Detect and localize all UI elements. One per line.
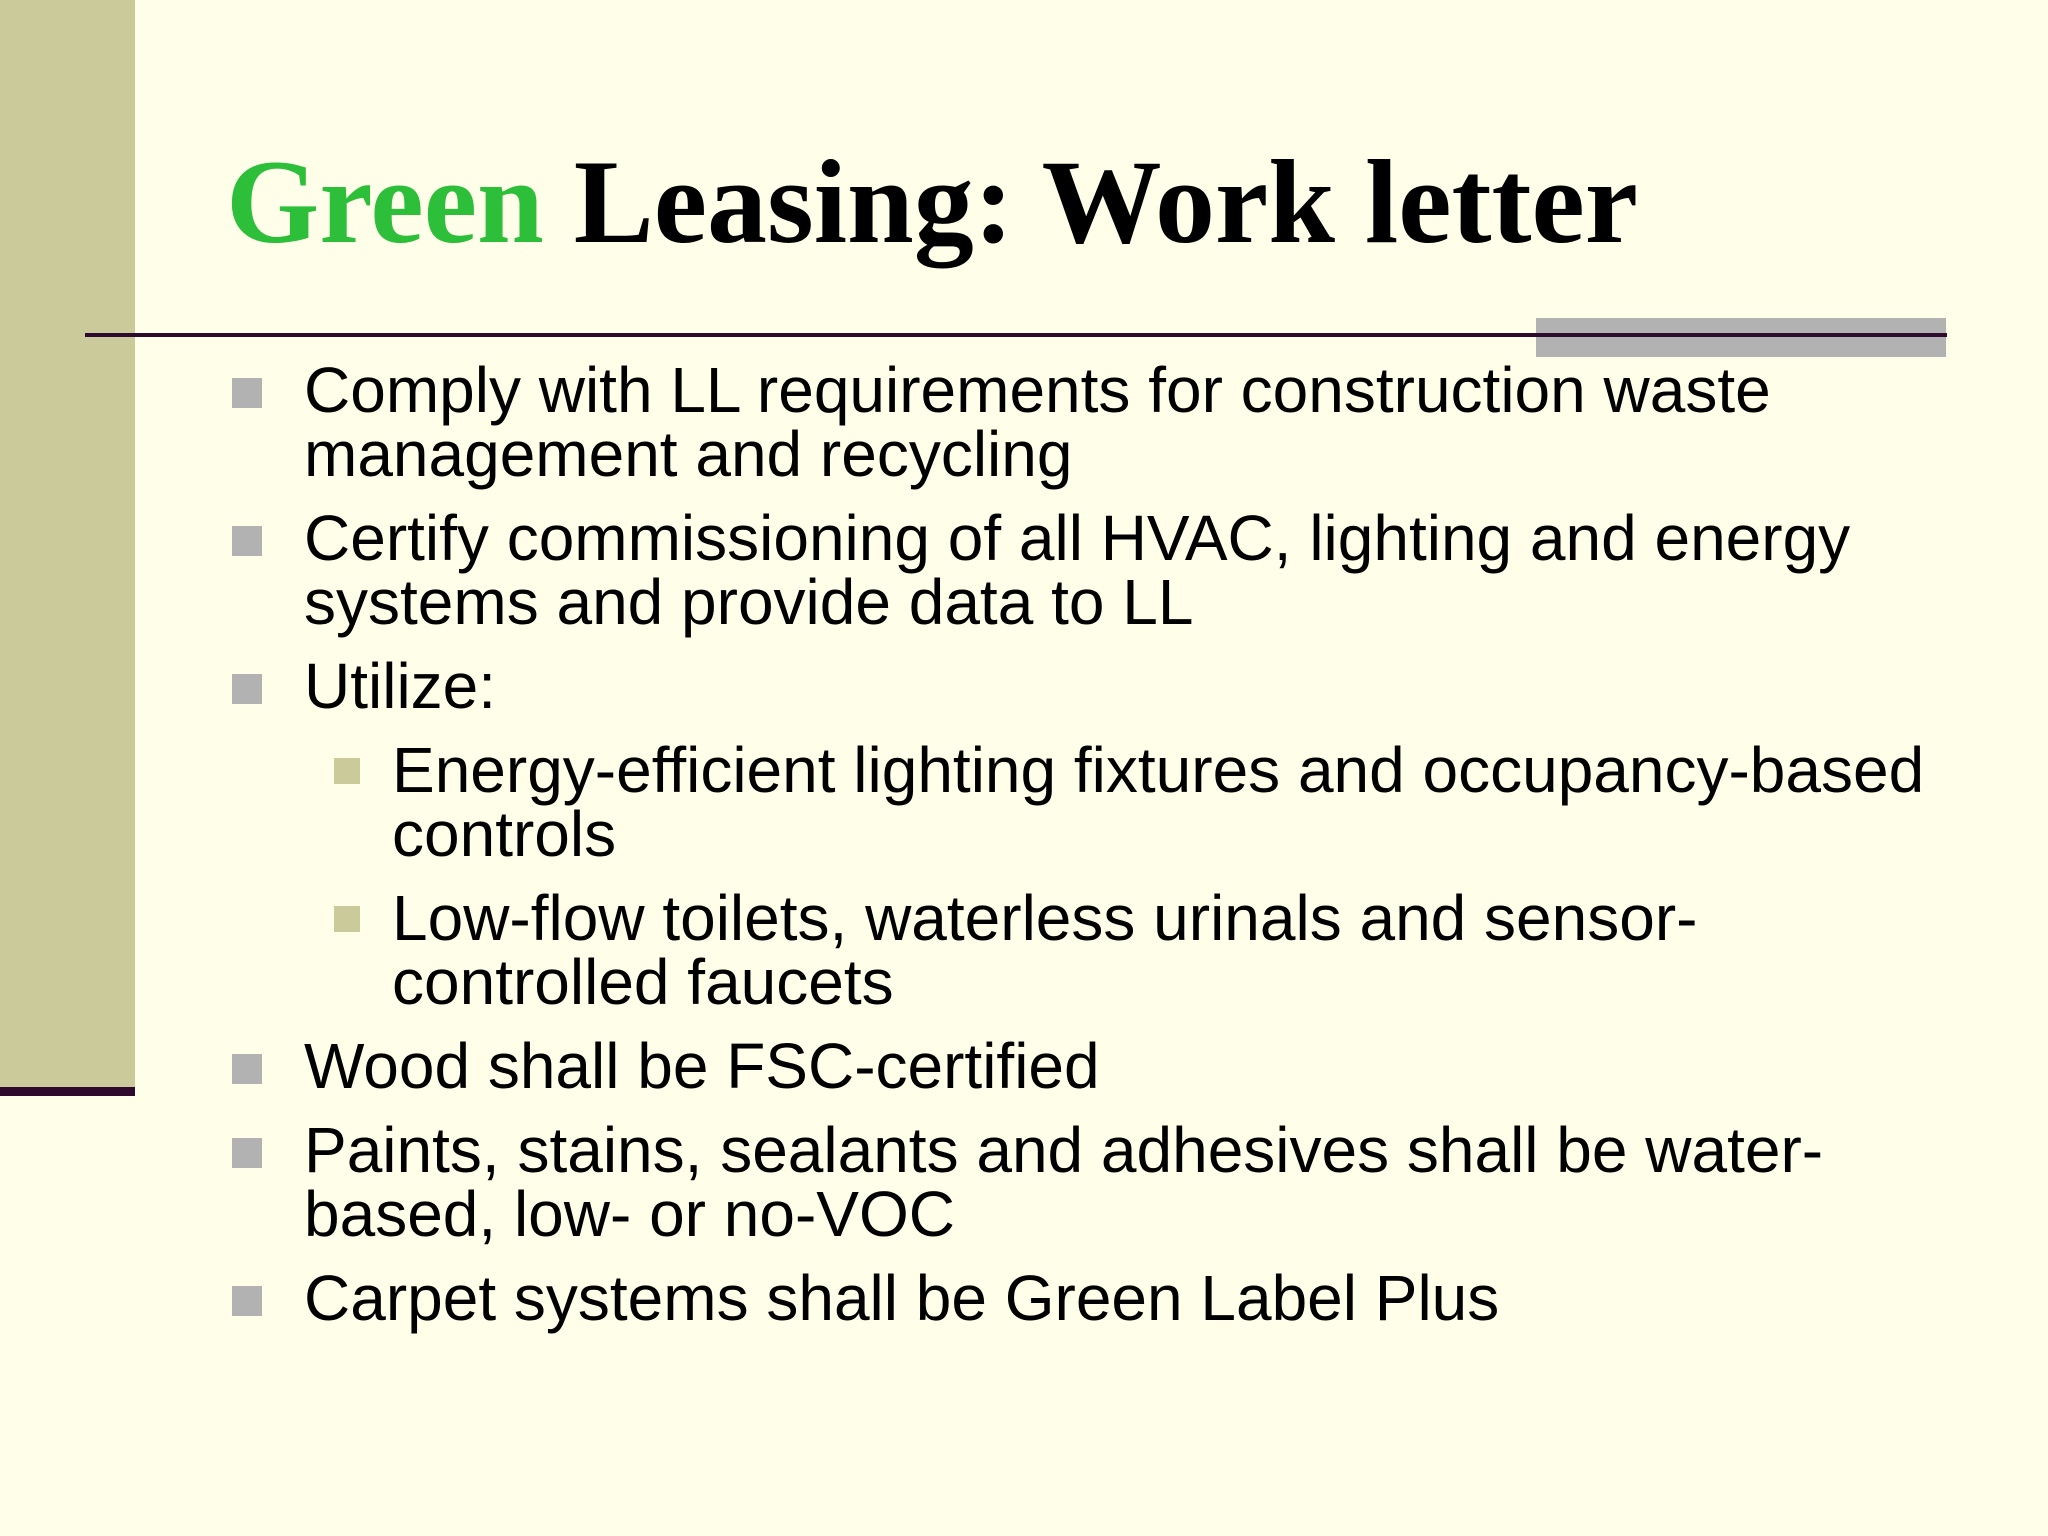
bullet-item (226, 354, 1966, 490)
square-bullet-icon (232, 1054, 262, 1084)
sub-bullet-item (226, 882, 1966, 1018)
sub-bullet-item (226, 734, 1966, 870)
square-bullet-icon (232, 1286, 262, 1316)
slide-title (226, 132, 1638, 272)
bullet-item (226, 650, 1966, 722)
bullet-text: Wood shall be FSC-certified (304, 1030, 1100, 1102)
bullet-item (226, 1262, 1966, 1334)
title-divider-block-line (1536, 333, 1946, 337)
left-bar-underline (0, 1087, 135, 1096)
bullet-text: Certify commissioning of all HVAC, lighting and energy systems and provide data to LL (304, 502, 1851, 638)
bullet-text: Carpet systems shall be Green Label Plus (304, 1262, 1500, 1334)
square-bullet-icon (232, 674, 262, 704)
square-sub-bullet-icon (334, 906, 360, 932)
square-bullet-icon (232, 378, 262, 408)
bullet-text: Paints, stains, sealants and adhesives shall be water-based, low- or no-VOC (304, 1114, 1824, 1250)
bullet-item (226, 1030, 1966, 1102)
bullet-list (226, 354, 1966, 1350)
bullet-item (226, 1114, 1966, 1250)
square-sub-bullet-icon (334, 758, 360, 784)
title-divider-block (1536, 318, 1946, 357)
title-accent-word: Green (226, 135, 544, 268)
title-rest: Leasing: Work letter (543, 135, 1638, 268)
sub-bullet-text: Low-flow toilets, waterless urinals and sensor-controlled faucets (392, 882, 1698, 1018)
sub-bullet-text: Energy-efficient lighting fixtures and occupancy-based controls (392, 734, 1925, 870)
bullet-text: Utilize: (304, 650, 497, 722)
square-bullet-icon (232, 1138, 262, 1168)
bullet-item (226, 502, 1966, 638)
left-decorative-bar (0, 0, 135, 1087)
square-bullet-icon (232, 526, 262, 556)
bullet-text: Comply with LL requirements for construction waste management and recycling (304, 354, 1771, 490)
